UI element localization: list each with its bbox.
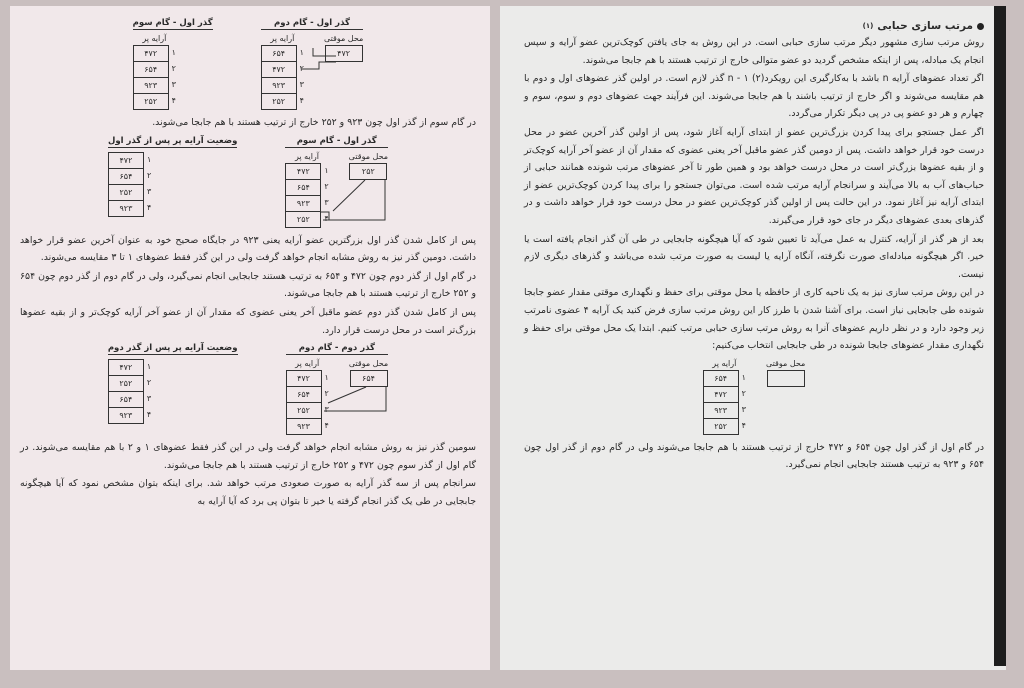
array-cell: ۴۷۲ [287, 371, 321, 387]
array-index: ۳ [324, 405, 329, 415]
array-cell: ۲۵۲ [109, 185, 143, 201]
paragraph: روش مرتب سازی مشهور دیگر مرتب سازی حبابی است. در این روش به جای یافتن کوچک‌ترین عضو آرایه و سپس انجام یک مبادله، پس از اینکه مشخص گردید دو عضو متوالی خارج از ترتیب هستند با هم جابجا می‌شوند. [524, 37, 984, 66]
array-cells [285, 163, 321, 228]
paragraph: سومین گذر نیز به روش مشابه انجام خواهد گرفت ولی در این گذر فقط عضوهای ۱ و ۲ با هم مقایسه می‌شوند. در گام اول از گذر سوم چون ۴۷۲ و ۲۵۲ خارج از ترتیب هستند با هم جابجا می‌شوند. [20, 442, 476, 471]
diagram-row-3 [20, 343, 476, 435]
figure-pass1-step3 [285, 136, 388, 228]
paragraph: اگر عمل جستجو برای پیدا کردن بزرگ‌ترین عضو از ابتدای آرایه آغاز شود، پس از اولین گذر آخرین عضو در محل درست خود قرار خواهد داشت. پس از دومین گذر عضو ماقبل آخر یعنی عضوی که مقدار آن از عضو آخر آرایه کوچک‌تر و از بقیه عضوها بزرگ‌تر است در محل درست خواهد بود و همین طور تا آخر عضوهای مرتب شونده همانند حبابی از حباب‌های آب به بالا می‌آیند و سرانجام آرایه مرتب شده است. می‌توان جستجو را برای پیدا کردن کوچک‌ترین عضو از ابتدای آرایه نیز آغاز نمود. در این حالت پس از اولین گذر کوچک‌ترین عضو در محل درست خود قرار خواهد داشت و در گذرهای بعدی عضوهای دیگر در جای خود قرار می‌گیرند. [524, 126, 984, 226]
bullet-icon [977, 23, 984, 30]
figure-pass1-step3-state [133, 18, 213, 110]
array-cell: ۶۵۴ [704, 371, 738, 387]
array-cells [261, 45, 297, 110]
section-title-text: مرتب سازی حبابی [877, 20, 973, 32]
figure-after-pass2 [108, 343, 238, 435]
array-cell: ۲۵۲ [109, 376, 143, 392]
temp-label: محل موقتی [348, 359, 389, 369]
array-index: ۳ [741, 404, 746, 414]
temp-box: ۴۷۲ [325, 45, 363, 62]
figure-title: گذر اول - گام سوم [132, 18, 213, 28]
array-index: ۱ [146, 154, 152, 164]
array-indices [325, 370, 329, 435]
figure-title: وضعیت آرایه پر پس از گذر دوم [107, 343, 238, 354]
book-spine [994, 6, 1006, 666]
temp-box: ۲۵۲ [349, 163, 387, 180]
array-cell: ۹۲۳ [286, 196, 320, 212]
array-cell: ۴۷۲ [286, 164, 320, 180]
array-index: ۴ [741, 420, 746, 430]
paragraph: اگر تعداد عضوهای آرایه n باشد با به‌کارگیری این رویکرد(۲) n - ۱ گذر لازم است. در اولین گذر عضوهای اول و دوم با هم مقایسه می‌شوند و اگر خارج از ترتیب باشند با هم جابجا می‌شوند. این فرآیند جهت عضوهای دوم و سوم، سوم و چهارم و هر دو عضو پی در پی دیگر تکرار می‌گردد. [524, 73, 984, 120]
array-cells [108, 152, 144, 217]
array-cell: ۶۵۴ [287, 387, 321, 403]
array-label: آرایه پر [712, 358, 737, 368]
figure-pass1-step2 [261, 18, 364, 110]
paragraph: پس از کامل شدن گذر اول بزرگترین عضو آرایه یعنی ۹۲۳ در جایگاه صحیح خود به عنوان آخرین عضو قرار خواهد داشت. دومین گذر نیز به روش مشابه انجام خواهد گرفت ولی در این گذر فقط عضوهای ۱ تا ۳ مقایسه می‌شوند. [20, 234, 476, 264]
array-index: ۴ [299, 96, 304, 105]
array-index: ۳ [146, 394, 152, 404]
footnote-marker: (۱) [862, 22, 874, 30]
right-page [500, 6, 1006, 670]
array-cell: ۹۲۳ [119, 203, 133, 213]
array-index: ۲ [324, 389, 329, 399]
paragraph: در گام اول از گذر دوم چون ۴۷۲ و ۶۵۴ به ترتیب هستند جابجایی انجام نمی‌گیرد، ولی در گام دوم از گذر دوم چون ۶۵۴ و ۲۵۲ خارج از ترتیب هستند با هم جابجا می‌شوند. [20, 270, 477, 300]
array-cell: ۲۵۲ [714, 421, 728, 431]
array-index: ۲ [171, 64, 176, 73]
figure-pass2-step2 [286, 343, 389, 435]
array-cells [703, 370, 739, 435]
array-index: ۲ [741, 388, 746, 398]
array-index: ۱ [146, 362, 152, 372]
array-index: ۳ [171, 80, 176, 89]
array-index: ۲ [146, 170, 152, 180]
array-index: ۴ [146, 410, 152, 420]
array-index: ۱ [171, 48, 176, 57]
array-cell: ۲۵۲ [272, 97, 286, 106]
left-page [10, 6, 490, 670]
array-cell: ۲۵۲ [296, 214, 310, 224]
array-index: ۳ [324, 197, 329, 207]
array-index: ۱ [324, 373, 329, 383]
array-cell: ۴۷۲ [109, 153, 143, 169]
array-cell: ۹۲۳ [134, 78, 168, 94]
array-index: ۱ [741, 372, 746, 382]
array-index: ۴ [324, 421, 329, 431]
array-indices [300, 45, 304, 110]
temp-label: محل موقتی [348, 151, 389, 161]
temp-box [767, 370, 805, 387]
caption-pass1-step3: در گام سوم از گذر اول چون ۹۲۳ و ۲۵۲ خارج از ترتیب هستند با هم جابجا می‌شوند. [152, 117, 476, 128]
diagram-row-2 [20, 136, 476, 228]
array-cells [133, 45, 169, 110]
array-index: ۳ [299, 80, 304, 89]
figure-title: وضعیت آرایه پر پس از گذر اول [107, 135, 238, 146]
temp-label: محل موقتی [323, 34, 364, 43]
figure-title: گذر اول - گام سوم [285, 136, 388, 148]
section-title [524, 20, 984, 32]
paragraph: در این روش مرتب سازی نیز به یک ناحیه کاری از حافظه یا محل موقتی برای حفظ و نگهداری موقتی مقدار عضو جابجا شونده طی جابجایی نیاز است. برای آشنا شدن با طرز کار این روش مرتب سازی فرض کنید یک آرایه ۴ عضوی نامرتب زیر وجود دارد و در نظر داریم عضوهای آنرا به روش مرتب سازی حبابی مرتب کنیم. ابتدا یک محل موقتی برای حفظ و نگهداری مقدار عضوهای جابجا شونده در طی جابجایی انتخاب می‌کنیم: [524, 287, 984, 352]
array-index: ۲ [324, 181, 329, 191]
paragraph: سرانجام پس از سه گذر آرایه به صورت صعودی مرتب خواهد شد. برای اینکه بتوان مشخص نمود که آیا هیچگونه جابجایی در طی یک گذر انجام گرفته یا خیر تا بتوان پی برد که آیا آرایه به [20, 478, 476, 507]
array-index: ۱ [324, 165, 329, 175]
array-cells [108, 359, 144, 424]
array-label: آرایه پر [270, 34, 295, 43]
array-cell: ۴۷۲ [262, 62, 296, 78]
array-cell: ۹۲۳ [297, 422, 310, 432]
array-cell: ۶۵۴ [134, 62, 168, 78]
array-cell: ۹۲۳ [262, 78, 296, 94]
array-indices [324, 163, 328, 228]
array-cell: ۲۵۲ [144, 97, 158, 106]
array-index: ۲ [146, 378, 152, 388]
array-cell: ۶۵۴ [109, 392, 143, 408]
array-cell: ۶۵۴ [262, 46, 296, 62]
array-cell: ۶۵۴ [109, 169, 143, 185]
array-cell: ۴۷۲ [134, 46, 168, 62]
array-index: ۴ [171, 96, 176, 105]
array-label: آرایه پر [142, 34, 167, 43]
array-index: ۳ [146, 186, 152, 196]
diagram-row-1 [20, 18, 476, 110]
paragraph: بعد از هر گذر از آرایه، کنترل به عمل می‌آید تا تعیین شود که آیا هیچگونه جابجایی در طی آن گذر انجام یافته است یا خیر. اگر هیچگونه مبادله‌ای صورت نگرفته، آنگاه آرایه یا لیست به صورت مرتب شده می‌باشد و گذرهای دیگری لازم نیست. [524, 233, 984, 280]
array-cell: ۹۲۳ [119, 411, 133, 421]
array-indices [147, 152, 151, 217]
array-index: ۴ [324, 213, 329, 223]
temp-label: محل موقتی [765, 358, 806, 368]
array-cell: ۲۵۲ [287, 403, 321, 419]
figure-initial-array [703, 359, 806, 435]
array-indices [147, 359, 151, 424]
array-cell: ۴۷۲ [704, 387, 738, 403]
array-label: آرایه پر [295, 359, 320, 369]
array-indices [742, 370, 746, 435]
temp-box: ۶۵۴ [350, 370, 388, 387]
array-cell: ۴۷۲ [109, 360, 143, 376]
array-cell: ۶۵۴ [286, 180, 320, 196]
figure-after-pass1 [108, 136, 237, 228]
paragraph: پس از کامل شدن گذر دوم عضو ماقبل آخر یعنی عضوی که مقدار آن از عضو آخر آرایه کوچک‌تر و از بقیه عضوها بزرگ‌تر است در محل درست قرار دارد. [20, 306, 476, 336]
array-index: ۴ [146, 202, 152, 212]
array-label: آرایه پر [295, 151, 320, 161]
array-index: ۲ [299, 64, 304, 73]
diagram-row-initial [524, 359, 984, 435]
array-cells [286, 370, 322, 435]
array-cell: ۹۲۳ [704, 403, 738, 419]
figure-title: گذر دوم - گام دوم [286, 343, 389, 355]
paragraph: در گام اول از گذر اول چون ۶۵۴ و ۴۷۲ خارج از ترتیب هستند با هم جابجا می‌شوند ولی در گام دوم از گذر اول چون ۶۵۴ و ۹۲۳ به ترتیب هستند جابجایی انجام نمی‌گیرد. [524, 441, 985, 471]
array-indices [172, 45, 176, 110]
array-index: ۱ [299, 48, 304, 57]
figure-title: گذر اول - گام دوم [261, 18, 364, 30]
